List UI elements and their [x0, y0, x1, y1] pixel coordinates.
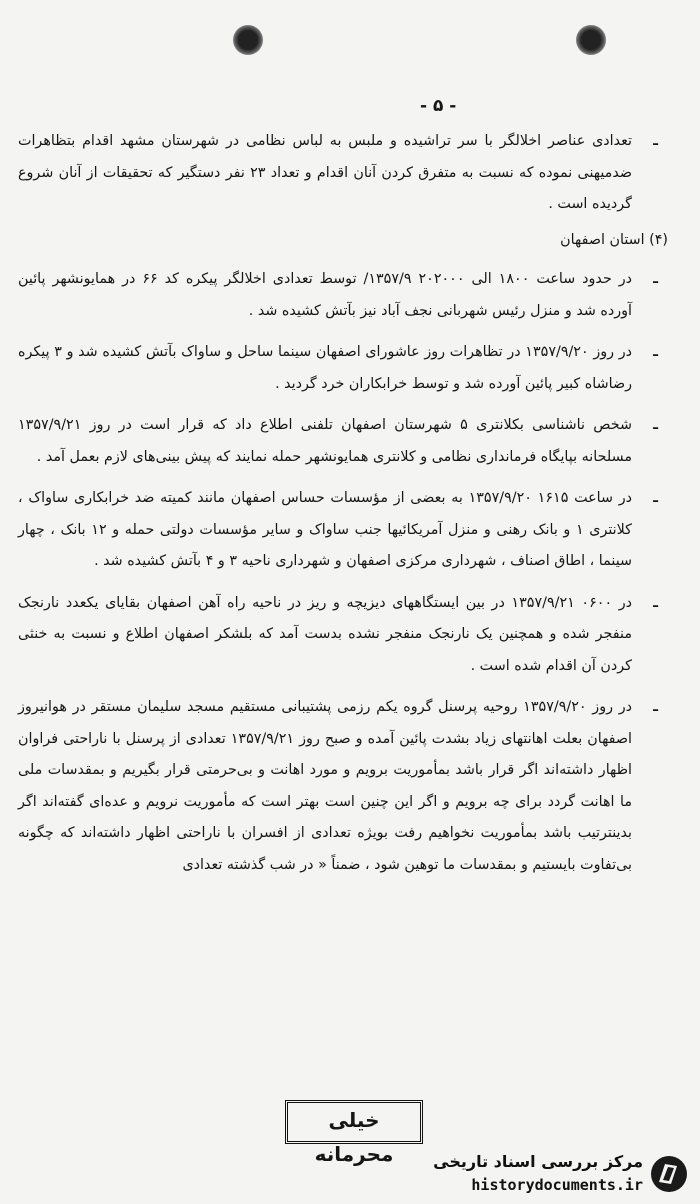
bullet-dash: ـ [653, 490, 658, 506]
punch-hole-left [233, 25, 263, 55]
paragraph [18, 588, 658, 683]
paragraph-text: شخص ناشناسی بکلانتری ۵ شهرستان اصفهان تلفنی اطلاع داد که قرار است در روز ۱۳۵۷/۹/۲۱ مسلحانه بپایگاه فرمانداری نظامی و کلانتری همایونشهر حمله نمایند که پیش بینی‌های لازم بعمل آمد . [18, 417, 632, 465]
document-body [18, 126, 668, 891]
archive-logo-icon [649, 1154, 689, 1194]
footer-url[interactable]: historydocuments.ir [471, 1176, 643, 1194]
paragraph [18, 337, 658, 400]
paragraph-text: در ۰۶۰۰ ۱۳۵۷/۹/۲۱ در بین ایستگاههای دیزیچه و ریز در ناحیه راه آهن اصفهان بقایای یکعدد نارنجک منفجر شده و همچنین یک نارنجک منفجر نشده بدست آمد که بلشکر اصفهان اطلاع و نسبت به خنثی کردن آن اقدام شده است . [18, 594, 632, 674]
paragraph [18, 126, 658, 221]
footer-title: مرکز بررسی اسناد تاریخی [433, 1152, 643, 1171]
paragraph-text: در حدود ساعت ۱۸۰۰ الی ۲۰۲۰۰۰ ۱۳۵۷/۹/ توسط تعدادی اخلالگر پیکره کد ۶۶ در همایونشهر پائین آورده شد و منزل رئیس شهربانی نجف آباد نیز بآتش کشیده شد . [18, 271, 632, 319]
bullet-dash: ـ [653, 271, 658, 287]
bullet-dash: ـ [653, 344, 658, 360]
section-heading [18, 225, 668, 257]
bullet-dash: ـ [653, 699, 658, 715]
watermark-footer [410, 1148, 695, 1202]
bullet-dash: ـ [653, 594, 658, 611]
paragraph-text: در ساعت ۱۶۱۵ ۱۳۵۷/۹/۲۰ به بعضی از مؤسسات حساس اصفهان مانند کمیته ضد خرابکاری ساواک ، کلانتری ۱ و بانک رهنی و منزل آمریکائیها جنب ساواک و سایر مؤسسات دولتی حمله و ۱۲ بانک ، چهار سینما ، اطاق اصناف ، شهرداری مرکزی اصفهان و شهرداری ناحیه ۳ و ۴ بآتش کشیده شد . [18, 490, 632, 569]
classification-stamp: خیلی محرمانه [285, 1100, 423, 1144]
paragraph-text: در روز ۱۳۵۷/۹/۲۰ روحیه پرسنل گروه یکم رزمی پشتیبانی مستقیم مسجد سلیمان مستقر در هوانیروز اصفهان بعلت اهانتهای زیاد بشدت پائین آمده و صبح روز ۱۳۵۷/۹/۲۱ تعدادی از پرسنل با ناراحتی فراوان اظهار داشته‌اند اگر قرار باشد بمأموریت برویم و مورد اهانت و بی‌حرمتی قرار بگیریم و بمقدسات ملی ما اهانت گردد برای چه برویم و اگر این چنین است بهتر است که مأموریت نرویم و عده‌ای گفته‌اند اگر بدینترتیب باشد بمأموریت نخواهیم رفت بویژه تعدادی از افسران با ناراحتی اظهار داشته‌اند که چگونه بی‌تفاوت بایستیم و بمقدسات ما توهین شود ، ضمناً « در شب گذشته تعدادی [18, 699, 632, 873]
paragraph [18, 692, 658, 881]
paragraph-text: تعدادی عناصر اخلالگر با سر تراشیده و ملبس به لباس نظامی در شهرستان مشهد اقدام بتظاهرات ضدمیهنی نموده که نسبت به متفرق کردن آنان اقدام و تعداد ۲۳ نفر دستگیر که تحقیقات از آنان شروع گردیده است . [18, 133, 632, 212]
page-number: - ۵ - [420, 96, 457, 116]
section-heading-text: (۴) استان اصفهان [560, 231, 668, 248]
bullet-dash: ـ [653, 133, 658, 149]
paragraph [18, 410, 658, 473]
punch-hole-right [576, 25, 606, 55]
paragraph-text: در روز ۱۳۵۷/۹/۲۰ در تظاهرات روز عاشورای اصفهان سینما ساحل و ساواک بآتش کشیده شد و ۳ پیکره رضاشاه کبیر پائین آورده شد و توسط خرابکاران خرد گردید . [18, 344, 632, 392]
paragraph [18, 264, 658, 327]
bullet-dash: ـ [653, 417, 658, 433]
paragraph [18, 483, 658, 578]
